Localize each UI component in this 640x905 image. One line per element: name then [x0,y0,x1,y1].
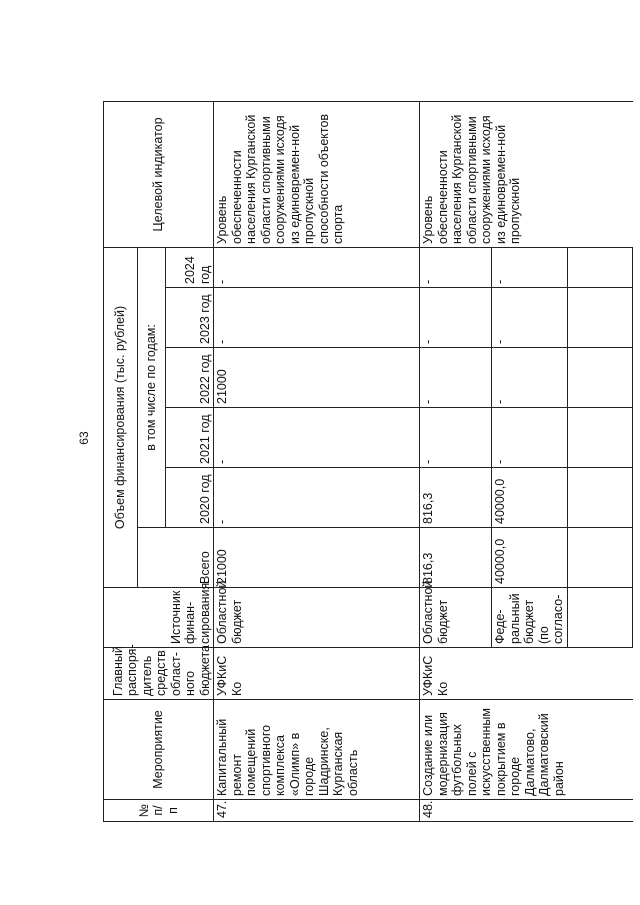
row-num: 47. [214,800,420,822]
row-total: 21000 [214,528,420,588]
row-year-value: - [420,348,492,408]
empty-cell [567,247,633,287]
row-target: Уровень обеспеченности населения Курганской области спортивными сооружениями исходя из единовремен-ной пропускной способности объектов спорта [214,101,420,247]
header-manager: Главный распоря-дитель средств област-ного бюджета [104,648,214,700]
row-year-value: - [214,288,420,348]
header-year: 2022 год [166,348,214,408]
row-total: 40000,0 [492,528,568,588]
header-total: Всего [138,528,214,588]
row-manager: УФКиС Ко [214,648,420,700]
row-target: Уровень обеспеченности населения Курганской области спортивными сооружениями исходя из единовремен-ной пропускной [420,101,633,247]
row-num: 48. [420,800,633,822]
empty-cell [567,288,633,348]
empty-cell [567,588,633,648]
row-year-value: - [492,408,568,468]
row-year-value: - [214,247,420,287]
financing-table [103,101,633,822]
header-num: № п/п [104,800,214,822]
empty-cell [567,348,633,408]
row-year-value: - [420,288,492,348]
header-year: 2021 год [166,408,214,468]
empty-cell [567,408,633,468]
row-year-value: 40000,0 [492,468,568,528]
row-source: Областной бюджет [214,588,420,648]
row-year-value: - [492,247,568,287]
header-row-1 [104,101,138,821]
header-year: 2023 год [166,288,214,348]
page-number: 63 [77,431,91,445]
row-total: 816,3 [420,528,492,588]
row-year-value: - [214,468,420,528]
header-by-year: в том числе по годам: [138,247,166,527]
row-year-value: - [420,408,492,468]
header-volume: Объем финансирования (тыс. рублей) [104,247,138,587]
row-year-value: - [420,247,492,287]
table-row [214,101,420,821]
empty-cell [567,528,633,588]
row-manager: УФКиС Ко [420,648,633,700]
table-row [420,101,492,821]
header-target: Целевой индикатор [104,101,214,247]
header-source: Источник финан-сирования [104,588,214,648]
row-source: Феде-ральный бюджет (по согласо- [492,588,568,648]
row-year-value: - [492,348,568,408]
header-event: Мероприятие [104,700,214,800]
row-year-value: 816,3 [420,468,492,528]
header-year: 2024 год [166,247,214,287]
empty-cell [567,468,633,528]
rotated-table-container [103,102,633,822]
row-year-value: - [492,288,568,348]
row-year-value: - [214,408,420,468]
row-event: Создание или модернизация футбольных полей с искусственным покрытием в городе Далматово, Далматовский район [420,700,633,800]
row-year-value: 21000 [214,348,420,408]
row-source: Областной бюджет [420,588,492,648]
row-event: Капитальный ремонт помещений спортивного комплекса «Олимп» в городе Шадринске, Курганская область [214,700,420,800]
header-year: 2020 год [166,468,214,528]
